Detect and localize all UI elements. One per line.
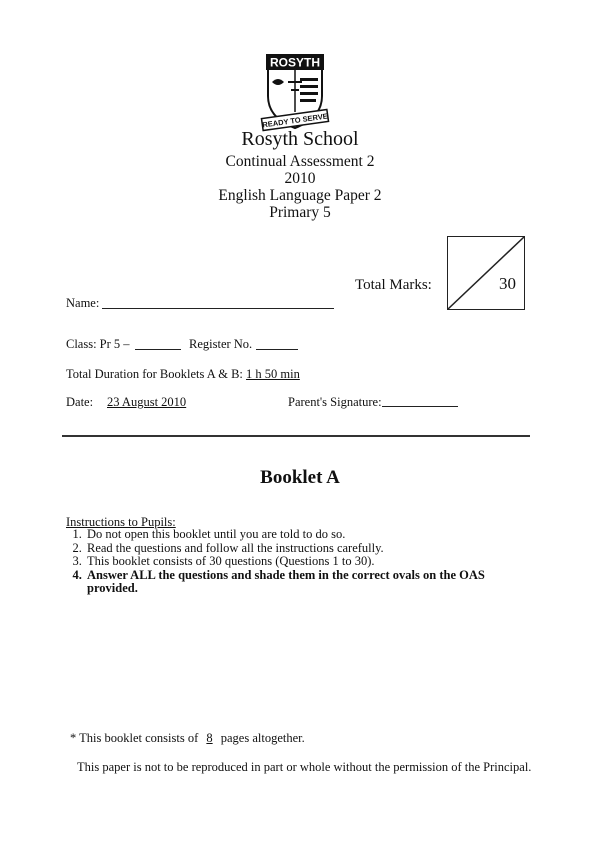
name-field[interactable]	[102, 308, 334, 309]
pages-note	[70, 731, 305, 746]
booklet-title: Booklet A	[260, 467, 340, 488]
school-crest-logo	[258, 52, 332, 132]
copyright-notice: This paper is not to be reproduced in part or whole without the permission of the Principal.	[77, 760, 532, 774]
assessment-title: Continual Assessment 2	[225, 153, 375, 170]
paper-subject: English Language Paper 2	[218, 187, 382, 204]
duration-label: Total Duration for Booklets A & B:	[66, 367, 243, 381]
register-label: Register No.	[189, 337, 253, 351]
pages-count: 8	[206, 731, 213, 745]
date-label: Date:	[66, 395, 94, 409]
instruction-item: 3. This booklet consists of 30 questions (Questions 1 to 30).	[85, 555, 515, 569]
register-field[interactable]	[256, 349, 298, 350]
assessment-year: 2010	[284, 170, 316, 187]
instructions-list	[66, 528, 515, 596]
section-divider	[62, 435, 530, 437]
name-label: Name:	[66, 296, 100, 310]
paper-level: Primary 5	[269, 204, 331, 221]
date-value: 23 August 2010	[107, 395, 187, 409]
instructions-heading: Instructions to Pupils:	[66, 515, 176, 529]
marks-diagonal	[448, 237, 524, 309]
total-marks-label: Total Marks:	[355, 277, 432, 293]
duration-value: 1 h 50 min	[246, 367, 300, 381]
pages-suffix: pages altogether.	[220, 731, 305, 745]
instruction-item: 1. Do not open this booklet until you are told to do so.	[85, 528, 515, 542]
signature-label: Parent's Signature:	[288, 395, 382, 409]
pages-prefix: * This booklet consists of	[70, 731, 199, 745]
logo-banner-text: ROSYTH	[269, 55, 321, 70]
class-label: Class: Pr 5 –	[66, 337, 130, 351]
total-marks-box[interactable]	[447, 236, 525, 310]
class-field[interactable]	[135, 349, 181, 350]
signature-field[interactable]	[382, 406, 458, 407]
school-name: Rosyth School	[241, 128, 359, 150]
logo-motto-text: READY TO SERVE	[261, 111, 329, 130]
instruction-item: 4. Answer ALL the questions and shade them in the correct ovals on the OAS provided.	[85, 569, 515, 596]
instruction-item: 2. Read the questions and follow all the instructions carefully.	[85, 542, 515, 556]
duration-text	[66, 367, 300, 382]
total-marks-value: 30	[499, 274, 516, 293]
